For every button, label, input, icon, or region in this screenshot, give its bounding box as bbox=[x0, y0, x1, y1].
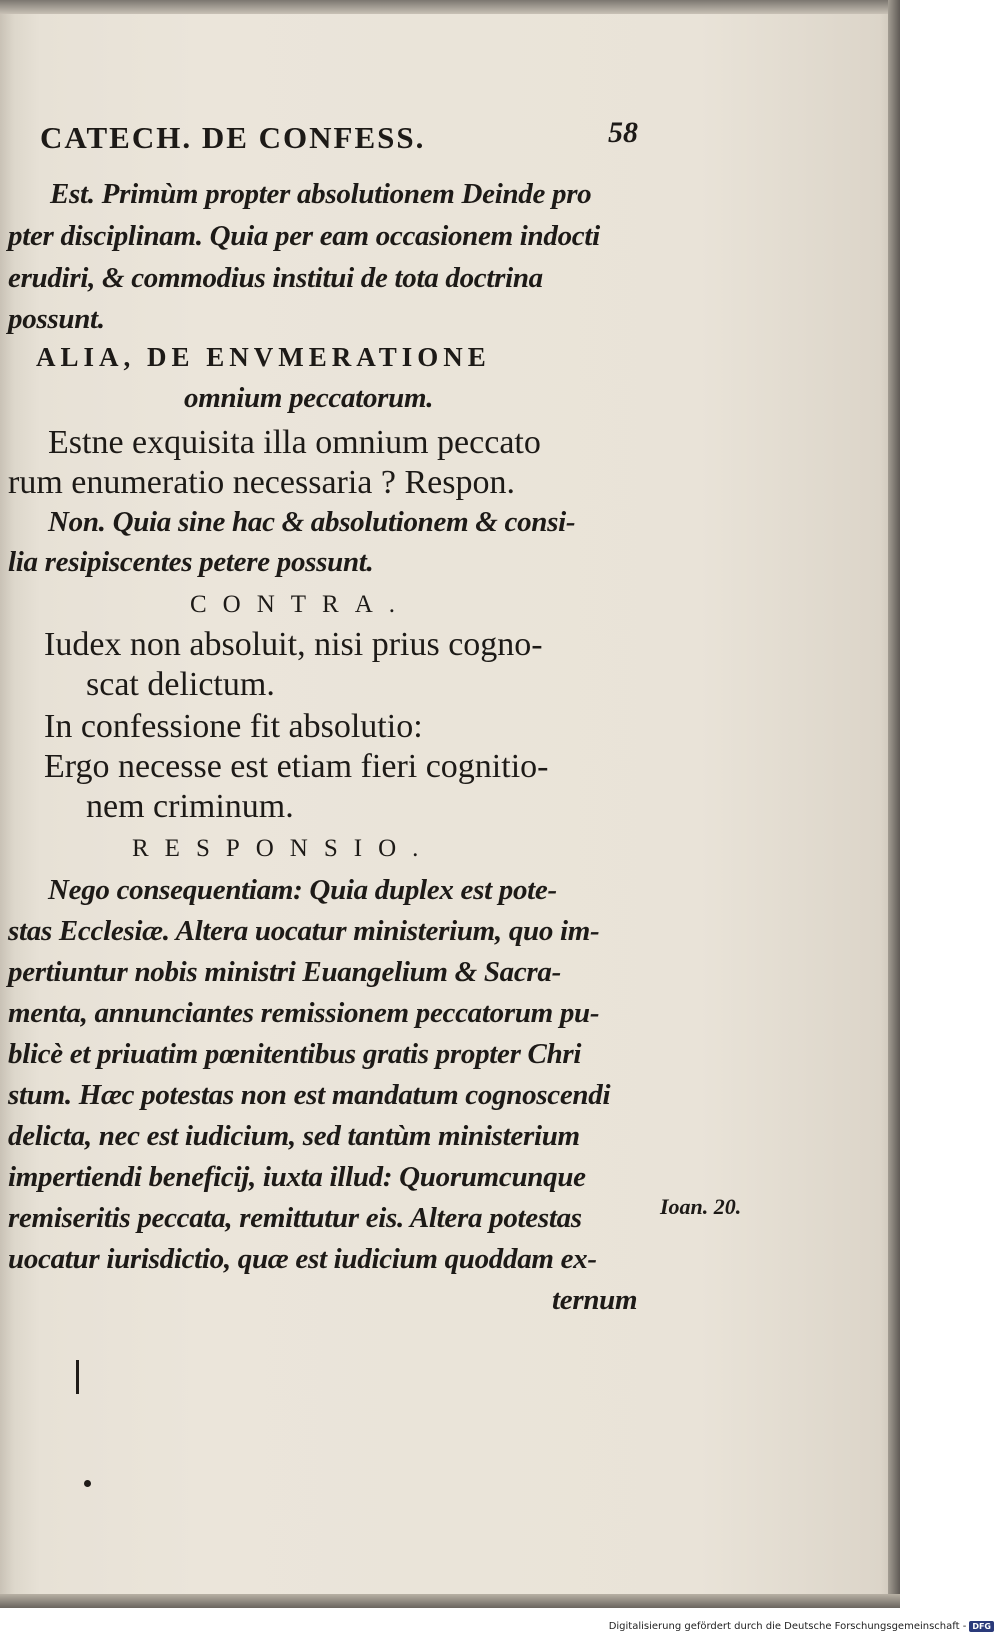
text-line: stas Ecclesiæ. Altera uocatur ministerium, quo im- bbox=[8, 915, 600, 947]
answer-line: Non. Quia sine hac & absolutionem & consi- bbox=[48, 506, 576, 538]
text-line: erudiri, & commodius institui de tota doctrina bbox=[8, 262, 543, 294]
page-bottom-edge bbox=[0, 1594, 900, 1608]
answer-line: lia resipiscentes petere possunt. bbox=[8, 546, 374, 578]
page-number: 58 bbox=[608, 116, 638, 149]
question-line: rum enumeratio necessaria ? Respon. bbox=[8, 464, 515, 501]
question-line: Estne exquisita illa omnium peccato bbox=[48, 424, 541, 461]
text-line: Nego consequentiam: Quia duplex est pote- bbox=[48, 874, 557, 906]
ink-dot-mark bbox=[84, 1480, 91, 1487]
footer-attribution bbox=[609, 1621, 994, 1632]
page-top-edge bbox=[0, 0, 900, 14]
text-line: delicta, nec est iudicium, sed tantùm ministerium bbox=[8, 1120, 580, 1152]
text-line: pertiuntur nobis ministri Euangelium & Sacra- bbox=[8, 956, 561, 988]
page-right-edge bbox=[888, 0, 900, 1608]
ink-stroke-mark bbox=[76, 1360, 79, 1394]
section-heading: ALIA, DE ENVMERATIONE bbox=[36, 342, 491, 372]
syllogism-line: Iudex non absoluit, nisi prius cogno- bbox=[44, 626, 543, 663]
text-line: impertiendi beneficij, iuxta illud: Quorumcunque bbox=[8, 1161, 586, 1193]
syllogism-line: In confessione fit absolutio: bbox=[44, 708, 423, 745]
syllogism-line: Ergo necesse est etiam fieri cognitio- bbox=[44, 748, 549, 785]
text-line: uocatur iurisdictio, quæ est iudicium quoddam ex- bbox=[8, 1243, 597, 1275]
text-line: Est. Primùm propter absolutionem Deinde pro bbox=[50, 178, 592, 210]
text-line: menta, annunciantes remissionem peccatorum pu- bbox=[8, 997, 600, 1029]
text-line: remiseritis peccata, remittutur eis. Altera potestas bbox=[8, 1202, 582, 1234]
footer-text: Digitalisierung gefördert durch die Deutsche Forschungsgemeinschaft - bbox=[608, 1621, 967, 1632]
text-line: blicè et priuatim pœnitentibus gratis propter Chri bbox=[8, 1038, 582, 1070]
catchword: ternum bbox=[552, 1284, 638, 1316]
margin-note: Ioan. 20. bbox=[660, 1194, 742, 1219]
section-subheading: omnium peccatorum. bbox=[184, 382, 434, 414]
running-head: CATECH. DE CONFESS. bbox=[40, 120, 426, 155]
text-line: pter disciplinam. Quia per eam occasionem indocti bbox=[8, 220, 600, 252]
responsio-heading: RESPONSIO. bbox=[132, 835, 435, 862]
syllogism-line: nem criminum. bbox=[86, 788, 294, 825]
dfg-logo: DFG bbox=[969, 1621, 994, 1632]
text-line: stum. Hæc potestas non est mandatum cognoscendi bbox=[8, 1079, 611, 1111]
text-line: possunt. bbox=[8, 303, 105, 335]
syllogism-line: scat delictum. bbox=[86, 666, 275, 703]
contra-heading: CONTRA. bbox=[190, 591, 412, 618]
